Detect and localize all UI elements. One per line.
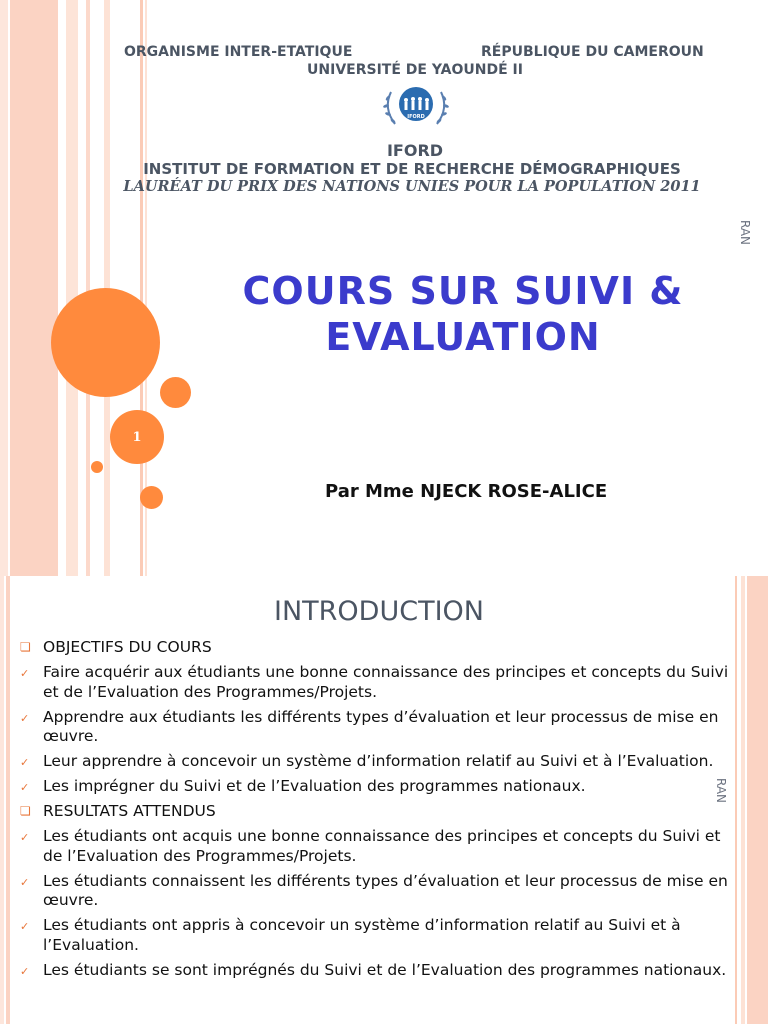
slide-title: INTRODUCTION bbox=[274, 596, 484, 627]
bullet-item bbox=[20, 961, 740, 981]
decorative-stripe bbox=[0, 576, 4, 1024]
side-label: RAN bbox=[738, 220, 752, 246]
decorative-stripe bbox=[66, 0, 78, 576]
organization-label: ORGANISME INTER-ETATIQUE bbox=[124, 44, 353, 60]
author-label: Par Mme NJECK ROSE-ALICE bbox=[325, 481, 608, 502]
decorative-stripe bbox=[6, 576, 10, 1024]
checkmark-bullet-icon: ✓ bbox=[20, 875, 30, 889]
introduction-slide bbox=[0, 576, 768, 1024]
checkmark-bullet-icon: ✓ bbox=[20, 920, 30, 933]
laureate-label: LAURÉAT DU PRIX DES NATIONS UNIES POUR LA POPULATION 2011 bbox=[123, 178, 701, 195]
university-label: UNIVERSITÉ DE YAOUNDÉ II bbox=[307, 62, 523, 78]
side-label: RAN bbox=[714, 778, 728, 804]
bullet-item bbox=[20, 708, 740, 747]
decorative-stripe bbox=[86, 0, 90, 576]
checkmark-bullet-icon: ✓ bbox=[20, 667, 30, 680]
bullet-text: OBJECTIFS DU COURS bbox=[43, 638, 212, 656]
title-line: COURS SUR SUIVI & bbox=[242, 269, 684, 313]
institute-label: INSTITUT DE FORMATION ET DE RECHERCHE DÉMOGRAPHIQUES bbox=[143, 160, 681, 178]
checkmark-bullet-icon: ✓ bbox=[20, 964, 30, 978]
bullet-text: RESULTATS ATTENDUS bbox=[43, 802, 216, 820]
bullet-text: Les étudiants ont appris à concevoir un système d’information relatif au Suivi et à l’Evaluation. bbox=[43, 916, 681, 954]
square-bullet-icon: ❏ bbox=[20, 640, 31, 654]
bullet-text: Faire acquérir aux étudiants une bonne connaissance des principes et concepts du Suivi et de l’Evaluation des Programmes/Projets. bbox=[43, 663, 729, 701]
bullet-item bbox=[20, 872, 740, 911]
decorative-circle bbox=[160, 377, 191, 408]
section-heading-item bbox=[20, 802, 740, 822]
bullet-item bbox=[20, 827, 740, 866]
section-heading-item bbox=[20, 638, 740, 658]
acronym-label: IFORD bbox=[386, 141, 444, 160]
bullet-text: Les étudiants connaissent les différents types d’évaluation et leur processus de mise en œuvre. bbox=[43, 871, 728, 909]
decorative-stripe bbox=[741, 576, 745, 1024]
decorative-stripe bbox=[0, 0, 8, 576]
checkmark-bullet-icon: ✓ bbox=[20, 711, 30, 725]
decorative-circle bbox=[91, 461, 103, 473]
bullet-item bbox=[20, 916, 740, 955]
bullet-text: Les étudiants se sont imprégnés du Suivi et de l’Evaluation des programmes nationaux. bbox=[43, 960, 727, 979]
title-line: EVALUATION bbox=[325, 315, 601, 359]
bullet-item bbox=[20, 777, 740, 797]
bullet-item bbox=[20, 752, 740, 772]
bullet-text: Apprendre aux étudiants les différents types d’évaluation et leur processus de mise en œuvre. bbox=[43, 707, 719, 745]
decorative-circle bbox=[140, 486, 163, 509]
country-label: RÉPUBLIQUE DU CAMEROUN bbox=[481, 44, 704, 60]
decorative-stripe bbox=[10, 0, 58, 576]
decorative-stripe bbox=[747, 576, 768, 1024]
bullet-text: Leur apprendre à concevoir un système d’information relatif au Suivi et à l’Evaluation. bbox=[43, 752, 714, 770]
bullet-list bbox=[20, 638, 740, 986]
un-laurel-logo bbox=[381, 84, 451, 130]
square-bullet-icon: ❏ bbox=[20, 804, 31, 818]
checkmark-bullet-icon: ✓ bbox=[20, 756, 30, 769]
decorative-circle bbox=[51, 288, 160, 397]
presentation-title bbox=[200, 268, 726, 360]
bullet-text: Les imprégner du Suivi et de l’Evaluation des programmes nationaux. bbox=[43, 777, 586, 795]
svg-text:IFORD: IFORD bbox=[407, 114, 425, 120]
bullet-text: Les étudiants ont acquis une bonne connaissance des principes et concepts du Suivi et de l’Evaluation des Programmes/Projets. bbox=[43, 827, 721, 865]
bullet-item bbox=[20, 663, 740, 702]
checkmark-bullet-icon: ✓ bbox=[20, 781, 30, 794]
slide-number: 1 bbox=[132, 429, 142, 445]
checkmark-bullet-icon: ✓ bbox=[20, 831, 30, 844]
